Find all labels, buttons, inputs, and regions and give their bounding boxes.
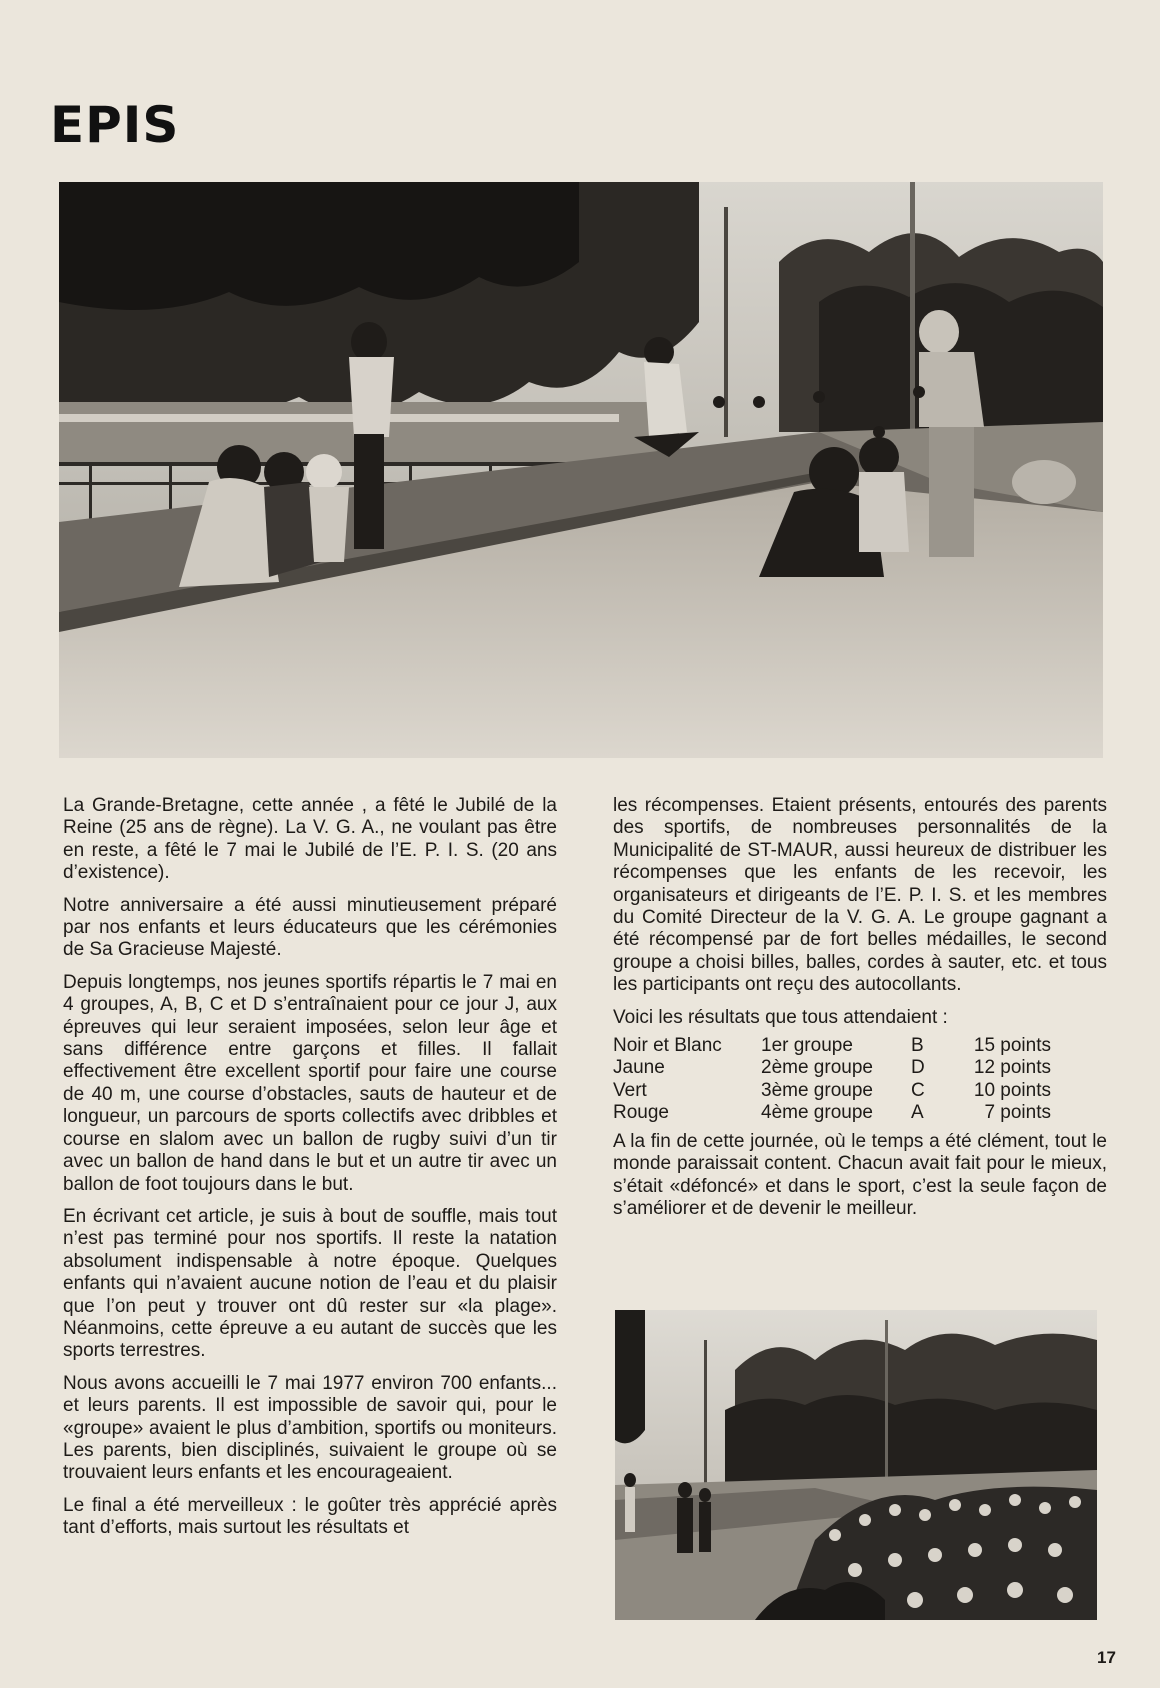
team-name: Rouge	[613, 1102, 669, 1124]
article-paragraph: En écrivant cet article, je suis à bout de souffle, mais tout n’est pas terminé pour nos sportifs. Il reste la natation absolument indispensable à notre époque. Quelques enfants qui n’avaient aucune notion de l’eau et du plaisir que l’on peut y trouver ont dû rester sur «la plage». Néanmoins, cette épreuve a eu autant de succès que les sports terrestres.	[63, 1205, 557, 1362]
team-name: Vert	[613, 1079, 647, 1101]
team-name: Jaune	[613, 1057, 665, 1079]
group-rank: 4ème groupe	[761, 1102, 873, 1124]
long-jump-photo	[59, 182, 1103, 758]
group-letter: B	[911, 1035, 924, 1057]
team-name: Noir et Blanc	[613, 1035, 722, 1057]
group-rank: 2ème groupe	[761, 1057, 873, 1079]
points: 10 points	[973, 1079, 1051, 1101]
page-title: EPIS	[50, 96, 180, 154]
article-column-right	[613, 795, 1107, 1230]
group-letter: A	[911, 1102, 924, 1124]
table-row	[613, 1102, 1051, 1124]
group-letter: D	[911, 1057, 925, 1079]
table-row	[613, 1080, 1051, 1102]
article-column-left	[63, 795, 557, 1550]
crowd-photo	[615, 1310, 1097, 1620]
table-row	[613, 1057, 1051, 1079]
results-table	[613, 1035, 1051, 1125]
article-paragraph: A la fin de cette journée, où le temps a été clément, tout le monde paraissait content. Chacun avait fait pour le mieux, s’était «défoncé» et dans le sport, c’est la seule façon de s’améliorer et de devenir le meilleur.	[613, 1130, 1107, 1219]
article-paragraph: La Grande-Bretagne, cette année , a fêté le Jubilé de la Reine (25 ans de règne). La V. G. A., ne voulant pas être en reste, a fêté le 7 mai le Jubilé de l’E. P. I. S. (20 ans d’existence).	[63, 795, 557, 884]
article-paragraph: les récompenses. Etaient présents, entourés des parents des sportifs, de nombreuses personnalités de la Municipalité de ST-MAUR, aussi heureux de distribuer les récompenses que les enfants de les recevoir, les organisateurs et dirigeants de l’E. P. I. S. et les membres du Comité Directeur de la V. G. A. Le groupe gagnant a été récompensé par de fort belles médailles, le second groupe a choisi billes, balles, cordes à sauter, etc. et tous les participants ont reçu des autocollants.	[613, 795, 1107, 996]
points: 15 points	[973, 1035, 1051, 1057]
points: 12 points	[973, 1057, 1051, 1079]
group-letter: C	[911, 1079, 925, 1101]
article-paragraph: Depuis longtemps, nos jeunes sportifs répartis le 7 mai en 4 groupes, A, B, C et D s’entraînaient pour ce jour J, aux épreuves qui leur seraient imposées, selon leur âge et sans différence entre garçons et filles. Il fallait effectivement être excellent sportif pour faire une course de 40 m, une course d’obstacles, sauts de hauteur et de longueur, un parcours de sports collectifs avec dribbles et course en slalom avec un ballon de rugby suivi d’un tir avec un ballon de hand dans le but et un autre tir avec un ballon de foot toujours dans le but.	[63, 971, 557, 1195]
group-rank: 3ème groupe	[761, 1079, 873, 1101]
points: 7 points	[984, 1102, 1051, 1124]
article-paragraph: Notre anniversaire a été aussi minutieusement préparé par nos enfants et leurs éducateurs que les cérémonies de Sa Gracieuse Majesté.	[63, 894, 557, 961]
results-heading: Voici les résultats que tous attendaient :	[613, 1006, 948, 1028]
table-row	[613, 1035, 1051, 1057]
article-paragraph: Nous avons accueilli le 7 mai 1977 environ 700 enfants... et leurs parents. Il est impossible de savoir qui, pour le «groupe» avaient le plus d’ambition, sportifs ou moniteurs. Les parents, bien disciplinés, suivaient le groupe où se trouvaient leurs enfants et les encourageaient.	[63, 1372, 557, 1484]
group-rank: 1er groupe	[761, 1035, 853, 1057]
article-paragraph: Le final a été merveilleux : le goûter très apprécié après tant d’efforts, mais surtout les résultats et	[63, 1494, 557, 1539]
page-number: 17	[1097, 1648, 1116, 1667]
